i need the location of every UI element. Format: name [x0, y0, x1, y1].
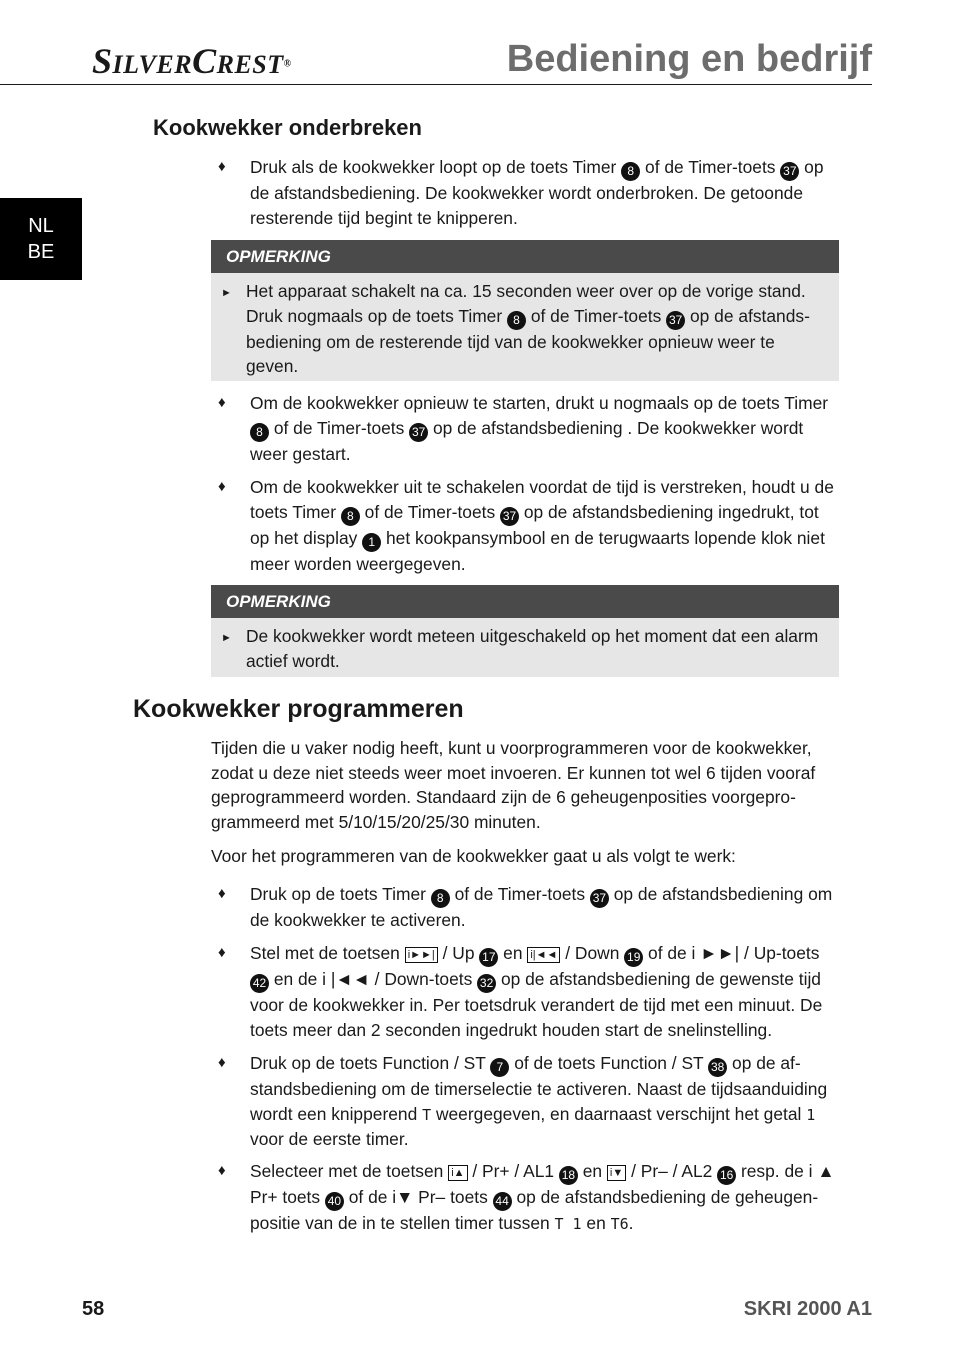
skip-back-key-icon: i|◄◄ [527, 947, 560, 963]
list-item [218, 391, 840, 467]
header-divider [0, 84, 872, 85]
model-number: SKRI 2000 A1 [743, 1298, 872, 1320]
list-item-text: Druk op de toets Timer 8 of de Timer-toets 37 op de afstandsbediening om de kookwekker te activeren. [250, 884, 833, 930]
language-tab-line1: NL [28, 215, 54, 237]
ref-number-badge: 32 [477, 974, 496, 993]
list-item [218, 1159, 840, 1235]
list-item-text: Selecteer met de toetsen i▲ / Pr+ / AL1 18 en i▼ / Pr– / AL2 16 resp. de i ▲ Pr+ toets 40 of de i▼ Pr– toets 44 op de afstandsbediening de geheugenpositie van de in te stellen timer tussen T 1 en T6. [250, 1161, 835, 1233]
display-segment-t6: T6 [610, 1215, 629, 1233]
list-item-text: Druk als de kookwekker loopt op de toets Timer 8 of de Timer-toets 37 op de afstandsbediening. De kookwekker wordt onderbroken. De getoonde resterende tijd begint te knipperen. [250, 157, 824, 228]
ref-number-badge: 38 [708, 1058, 727, 1077]
language-tab-line2: BE [27, 241, 55, 263]
list-item [218, 155, 840, 231]
ref-number-badge: 44 [493, 1192, 512, 1211]
ref-number-badge: 8 [341, 507, 360, 526]
ref-number-badge: 8 [250, 423, 269, 442]
ref-number-badge: 37 [590, 889, 609, 908]
display-segment-t1: T 1 [554, 1215, 582, 1233]
bullet-icon: ♦ [218, 158, 226, 175]
note-body [211, 618, 839, 677]
note-text: De kookwekker wordt meteen uitgeschakeld op het moment dat een alarm actief wordt. [246, 626, 819, 671]
ref-number-badge: 37 [666, 311, 685, 330]
bullet-icon: ♦ [218, 478, 226, 495]
list-item-text: Om de kookwekker uit te schakelen voordat de tijd is verstreken, houdt u de toets Timer 8 of de Timer-toets 37 op de afstandsbediening ingedrukt, tot op het display 1 het kookpansymbool en de terugwaarts lopende klok niet meer worden weergegeven. [250, 477, 834, 574]
ref-number-badge: 8 [431, 889, 450, 908]
skip-forward-key-icon: i►►| [405, 947, 438, 963]
list-item [218, 882, 840, 934]
down-key-icon: i▼ [607, 1165, 626, 1181]
list-item-text: Stel met de toetsen i►►| / Up 17 en i|◄◄ / Down 19 of de i ►►| / Up-toets 42 en de i |◄◄ / Down-toets 32 op de afstandsbediening de gewenste tijd voor de kookwekker in. Per toetsdruk verandert de tijd met een minuut. De toets meer dan 2 seconden ingedrukt houden start de snelinstelling. [250, 943, 823, 1040]
list-item-text: Om de kookwekker opnieuw te starten, drukt u nogmaals op de toets Timer 8 of de Timer-toets 37 op de afstandsbediening . De kookwekker wordt weer gestart. [250, 393, 829, 464]
note-header: OPMERKING [211, 240, 839, 273]
list-item [218, 1051, 840, 1151]
ref-number-badge: 17 [479, 948, 498, 967]
list-item [218, 475, 840, 575]
bullet-icon: ♦ [218, 1054, 226, 1071]
ref-number-badge: 37 [500, 507, 519, 526]
ref-number-badge: 18 [559, 1166, 578, 1185]
section-heading-onderbreken: Kookwekker onderbreken [153, 115, 422, 140]
ref-number-badge: 37 [409, 423, 428, 442]
arrow-icon: ► [221, 287, 232, 299]
list-item [218, 941, 840, 1043]
page-title: Bediening en bedrijf [506, 38, 872, 80]
bullet-icon: ♦ [218, 1162, 226, 1179]
section-heading-programmeren: Kookwekker programmeren [133, 695, 464, 723]
up-key-icon: i▲ [448, 1165, 467, 1181]
ref-number-badge: 7 [490, 1058, 509, 1077]
intro-paragraph-2: Voor het programmeren van de kookwekker gaat u als volgt te werk: [211, 846, 736, 866]
bullet-icon: ♦ [218, 394, 226, 411]
ref-number-badge: 19 [624, 948, 643, 967]
ref-number-badge: 42 [250, 974, 269, 993]
language-tab [0, 198, 82, 280]
ref-number-badge: 8 [621, 162, 640, 181]
display-segment-1: 1 [806, 1105, 816, 1124]
ref-number-badge: 37 [780, 162, 799, 181]
intro-paragraph: Tijden die u vaker nodig heeft, kunt u voorprogrammeren voor de kookwekker, zodat u deze niet steeds weer moet invoeren. Er kunnen tot wel 6 tijden vooraf geprogrammeerd worden. Standaard zijn de 6 geheugenposities voorgeprogrammeerd met 5/10/15/20/25/30 minuten. [211, 738, 816, 832]
page-number: 58 [82, 1298, 105, 1320]
ref-number-badge: 8 [507, 311, 526, 330]
ref-number-badge: 1 [362, 533, 381, 552]
note-text: Het apparaat schakelt na ca. 15 seconden weer over op de vorige stand. Druk nogmaals op de toets Timer 8 of de Timer-toets 37 op de afstandsbediening om de resterende tijd van de kookwekker opnieuw weer te geven. [246, 281, 810, 376]
list-item-text: Druk op de toets Function / ST 7 of de toets Function / ST 38 op de afstandsbediening om de timerselectie te activeren. Naast de tijdsaanduiding wordt een knipperend T weergegeven, en daarnaast verschijnt het getal 1 voor de eerste timer. [250, 1053, 828, 1149]
arrow-icon: ► [221, 632, 232, 644]
ref-number-badge: 16 [717, 1166, 736, 1185]
bullet-icon: ♦ [218, 944, 226, 961]
note-header: OPMERKING [211, 585, 839, 618]
ref-number-badge: 40 [325, 1192, 344, 1211]
brand-logo: SILVERCREST® [92, 41, 292, 81]
bullet-icon: ♦ [218, 885, 226, 902]
display-segment-t: T [422, 1105, 432, 1124]
note-body [211, 273, 839, 381]
